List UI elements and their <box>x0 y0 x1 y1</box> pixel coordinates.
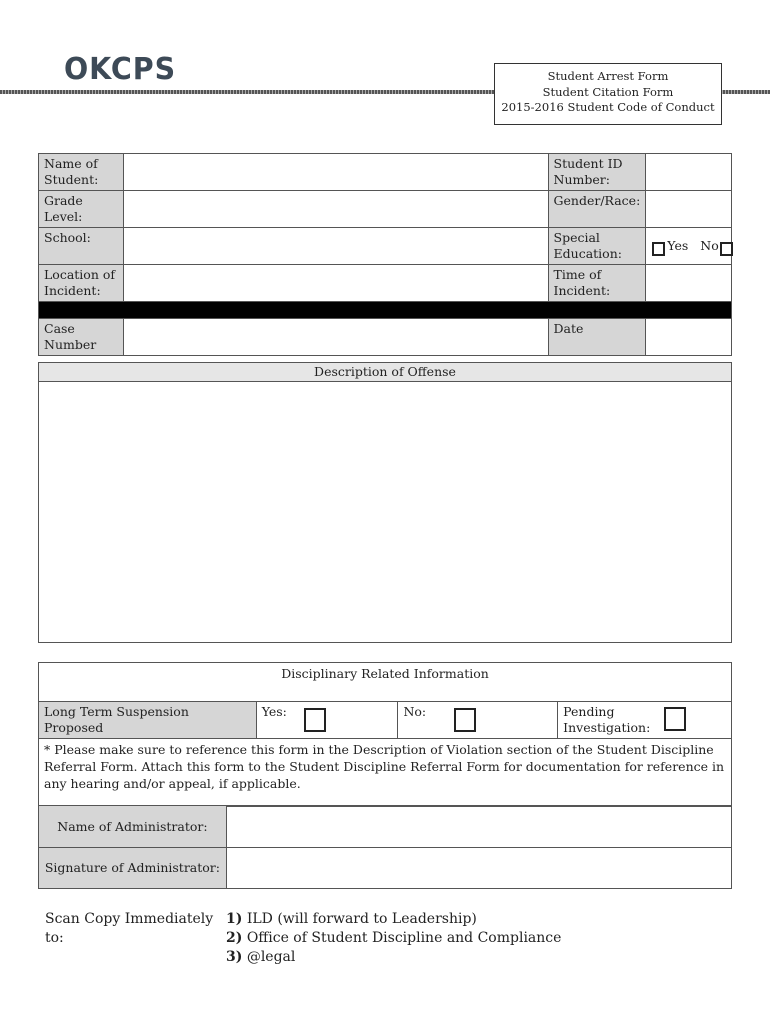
admin-signature-label: Signature of Administrator: <box>39 848 227 889</box>
black-divider-bar <box>39 302 732 319</box>
location-field[interactable] <box>123 265 548 302</box>
admin-name-field[interactable] <box>226 806 731 848</box>
special-ed-options <box>646 228 732 265</box>
lts-pending-label: Pending Investigation: <box>563 704 651 735</box>
student-id-label: Student ID Number: <box>548 154 646 191</box>
lts-yes-cell <box>256 702 398 739</box>
form-title-box <box>494 63 722 125</box>
special-ed-no-checkbox[interactable] <box>720 242 733 256</box>
name-label: Name of Student: <box>39 154 124 191</box>
scan-item-3-num: 3) <box>226 949 243 965</box>
lts-no-cell <box>398 702 558 739</box>
lts-label: Long Term Suspension Proposed <box>39 702 257 739</box>
special-ed-yes-label: Yes <box>667 238 689 253</box>
lts-no-label: No: <box>403 704 427 719</box>
time-label: Time of Incident: <box>548 265 646 302</box>
lts-pending-checkbox[interactable] <box>664 707 686 731</box>
admin-table <box>38 805 732 889</box>
scan-item-1 <box>226 910 561 929</box>
date-field[interactable] <box>646 319 732 356</box>
gender-race-label: Gender/Race: <box>548 191 646 228</box>
scan-item-3-text: @legal <box>246 949 296 965</box>
admin-signature-field[interactable] <box>226 848 731 889</box>
lts-yes-label: Yes: <box>261 704 287 719</box>
scan-item-1-num: 1) <box>226 911 243 927</box>
scan-item-2-num: 2) <box>226 930 243 946</box>
name-field[interactable] <box>123 154 548 191</box>
scan-instructions <box>45 910 561 967</box>
special-ed-label: Special Education: <box>548 228 646 265</box>
scan-item-2-text: Office of Student Discipline and Compliance <box>246 930 562 946</box>
location-label: Location of Incident: <box>39 265 124 302</box>
school-label: School: <box>39 228 124 265</box>
title-line-3: 2015-2016 Student Code of Conduct <box>501 100 715 114</box>
disciplinary-note: * Please make sure to reference this form in the Description of Violation section of the Student Discipline Referral Form. Attach this form to the Student Discipline Referral Form for documentation for reference in any hearing and/or appeal, if applicable. <box>39 739 732 807</box>
grade-field[interactable] <box>123 191 548 228</box>
scan-list <box>226 910 561 967</box>
grade-label: Grade Level: <box>39 191 124 228</box>
student-id-field[interactable] <box>646 154 732 191</box>
case-number-field[interactable] <box>123 319 548 356</box>
description-field[interactable] <box>39 382 732 643</box>
school-field[interactable] <box>123 228 548 265</box>
okcps-logo: OKCPS <box>64 52 177 87</box>
scan-item-1-text: ILD (will forward to Leadership) <box>246 911 477 927</box>
description-header: Description of Offense <box>39 363 732 382</box>
student-info-table <box>38 153 732 356</box>
disciplinary-table <box>38 662 732 807</box>
special-ed-yes-checkbox[interactable] <box>652 242 665 256</box>
description-table <box>38 362 732 643</box>
gender-race-field[interactable] <box>646 191 732 228</box>
date-label: Date <box>548 319 646 356</box>
scan-item-3 <box>226 948 561 967</box>
time-field[interactable] <box>646 265 732 302</box>
title-line-2: Student Citation Form <box>542 84 674 99</box>
scan-item-2 <box>226 929 561 948</box>
scan-label: Scan Copy Immediately to: <box>45 911 214 946</box>
lts-pending-cell <box>558 702 732 739</box>
lts-no-checkbox[interactable] <box>454 708 476 732</box>
admin-name-label: Name of Administrator: <box>39 806 227 848</box>
title-line-1: Student Arrest Form <box>547 69 669 83</box>
special-ed-no-label: No <box>700 238 719 253</box>
case-number-label: Case Number <box>39 319 124 356</box>
disciplinary-header: Disciplinary Related Information <box>39 663 732 702</box>
lts-yes-checkbox[interactable] <box>304 708 326 732</box>
